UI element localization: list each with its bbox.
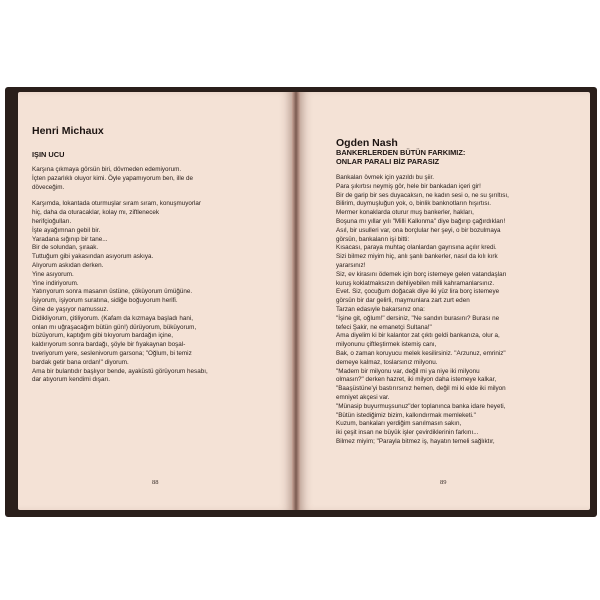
poem-line: Siz, ev kirasını ödemek için borç istemeye gelen vatandaşları (336, 270, 507, 278)
right-page (300, 92, 590, 510)
poem-line: Bak, o zaman koruyucu melek kesilirsiniz. "Arzunuz, emriniz" (336, 349, 506, 357)
poem-line: herifçioğulları. (32, 217, 72, 225)
poem-line: "Madem bir milyonu var, değil mi ya niye iki milyonu (336, 367, 480, 375)
poem-line: iki çeşit insan ne büyük işler çevirdiklerinin farkını... (336, 429, 479, 437)
left-page (18, 92, 292, 510)
poem-line: kuruş koklatmaksızın dehliyebilen milli kahramanlarsınız. (336, 279, 495, 287)
poem-line: Didikliyorum, çitiliyorum. (Kafam da kızmaya başladı hani, (32, 314, 193, 322)
page-number: 89 (440, 479, 447, 486)
poem-line: Yatırıyorum sonra masanın üstüne, çöküyorum ümüğüne. (32, 288, 193, 296)
poem-line: Mermer konaklarda oturur muş bankerler, hakları, (336, 209, 474, 217)
poem-line: yararsınız! (336, 261, 366, 269)
poem-line: Para şıkırtısı neymiş gör, hele bir bankadan içeri gir! (336, 182, 481, 190)
poem-line: İşte ayağımnan gebil bir. (32, 226, 101, 234)
poem-line: Kısacası, paraya muhtaç olanlardan gayrısına açılır kredi. (336, 244, 497, 252)
poem-line: Kuzum, bankaları yerdiğim sanılmasın sakın, (336, 420, 462, 428)
poem-line: Tuttuğum gibi yakasından asıyorum askıya. (32, 253, 154, 261)
author-name: Henri Michaux (32, 125, 104, 137)
poem-line: kaldırıyorum sonra bardağı, şöyle bir fıyakaynan boşal- (32, 341, 186, 349)
poem-line: "Münasip buyurmuşsunuz"der toplanınca banka idare heyeti, (336, 402, 506, 410)
poem-line: Karşımda, lokantada oturmuşlar sıram sıram, konuşmuyorlar (32, 200, 202, 208)
poem-line: Alıyorum askıdan derken. (32, 261, 104, 269)
poem-lines (336, 174, 509, 447)
poem-line: Yine indiriyorum. (32, 279, 79, 287)
poem-line: görsün bir dar gelirli, maymunlara zart zurt eden (336, 297, 470, 305)
poem-line: Sizi bilmez miyim hiç, anlı şanlı bankerler, nasıl da kılı kırk (336, 253, 498, 261)
poem-line: Bir de garip bir ses duyacaksın, ne kadın sesi o, ne su şırıltısı, (336, 191, 509, 199)
poem-line: görsün, bankaların işi bitti: (336, 235, 410, 243)
poem-line: Yaradana sığınıp bir tane... (32, 235, 108, 243)
poem-line: emniyet akçesi var. (336, 393, 390, 401)
poem-line: tefeci Şakir, ne emanetçi Sultana!" (336, 323, 432, 331)
poem-line: Ama diyelim ki bir kalantor zat çıktı geldi bankanıza, olur a, (336, 332, 500, 340)
poem-line: Gine de yaşıyor namussuz. (32, 305, 109, 313)
poem-line: büzüyorum, kaptığım gibi tıkıyorum bardağın içine, (32, 332, 174, 340)
poem-line: demeye kalmaz, toslarsınız milyonu. (336, 358, 438, 366)
page-number: 88 (152, 479, 159, 486)
poem-line: "İşine git, oğlum!" dersiniz, "Ne sandın burasını? Burası ne (336, 314, 500, 322)
poem-line: Asıl, bir usulleri var, ona borçlular her şeyi, o bir bozulmaya (336, 226, 501, 234)
poem-line: milyonunu çiftleştirmek istemiş canı, (336, 341, 437, 349)
author-name: Ogden Nash (336, 137, 398, 149)
poem-title-line-2: ONLAR PARALI BİZ PARASIZ (336, 157, 440, 166)
poem-line: Bankaları övmek için yazıldı bu şiir. (336, 174, 434, 181)
poem-title: IŞIN UCU (32, 150, 65, 159)
poem-title-line-1: BANKERLERDEN BÜTÜN FARKIMIZ: (336, 148, 466, 157)
poem-lines (32, 166, 208, 385)
poem-line: İşiyorum, işiyorum suratına, sidiğe boğuyorum herifi. (32, 297, 178, 305)
poem-line: Bilirim, duymuşluğun yok, o, binlik banknotların hışırtısı. (336, 200, 492, 208)
poem-line: İçten pazarlıklı oluyor kimi. Öyle yapamıyorum ben, ille de (32, 174, 193, 182)
poem-line: bardak getir bana ordan!" diyorum. (32, 358, 129, 366)
poem-line: döveceğim. (32, 183, 65, 191)
poem-line: Yine asıyorum. (32, 270, 74, 278)
poem-line: Evet. Siz, çocuğum doğacak diye iki yüz lira borç istemeye (336, 288, 500, 296)
poem-line: Ama bir bulantıdır başlıyor bende, ayaküstü görüyorum hesabı, (32, 367, 208, 375)
poem-line: dar atıyorum kendimi dışarı. (32, 376, 111, 384)
poem-line: Bir de solundan, şıraak. (32, 244, 99, 252)
poem-line: hiç, daha da oturacaklar, kolay mı, ziftlenecek (32, 209, 160, 217)
poem-line: "Baaşüstüne'yi bastırırsınız hemen, değil mi ki elde iki milyon (336, 385, 506, 393)
poem-line: Karşına çıkmaya görsün biri, dövmeden edemiyorum. (32, 166, 182, 173)
poem-line: Tarzan edasıyle bakarsınız ona: (336, 305, 425, 313)
book-gutter (292, 92, 300, 510)
poem-line: Boşuna mı yıllar yılı "Milli Kalkınma" diye bağırıp çağırdıkları! (336, 217, 506, 225)
poem-line: onlan mı uğraşacağım bütün gün!) dürüyorum, büküyorum, (32, 323, 197, 331)
poem-line: Bilmez miyim; "Parayla bitmez iş, hayatın temeli sağlıktır, (336, 437, 495, 445)
poem-line: tıveriyorum yere, seslenivorum garsona; "Oğlum, bi temiz (32, 349, 192, 357)
poem-line: olmasın?" derken hazret, iki milyon daha istemeye kalkar, (336, 376, 497, 384)
poem-line: "Bütün istediğimiz bizim, kalkındırmak memleketi." (336, 411, 476, 419)
